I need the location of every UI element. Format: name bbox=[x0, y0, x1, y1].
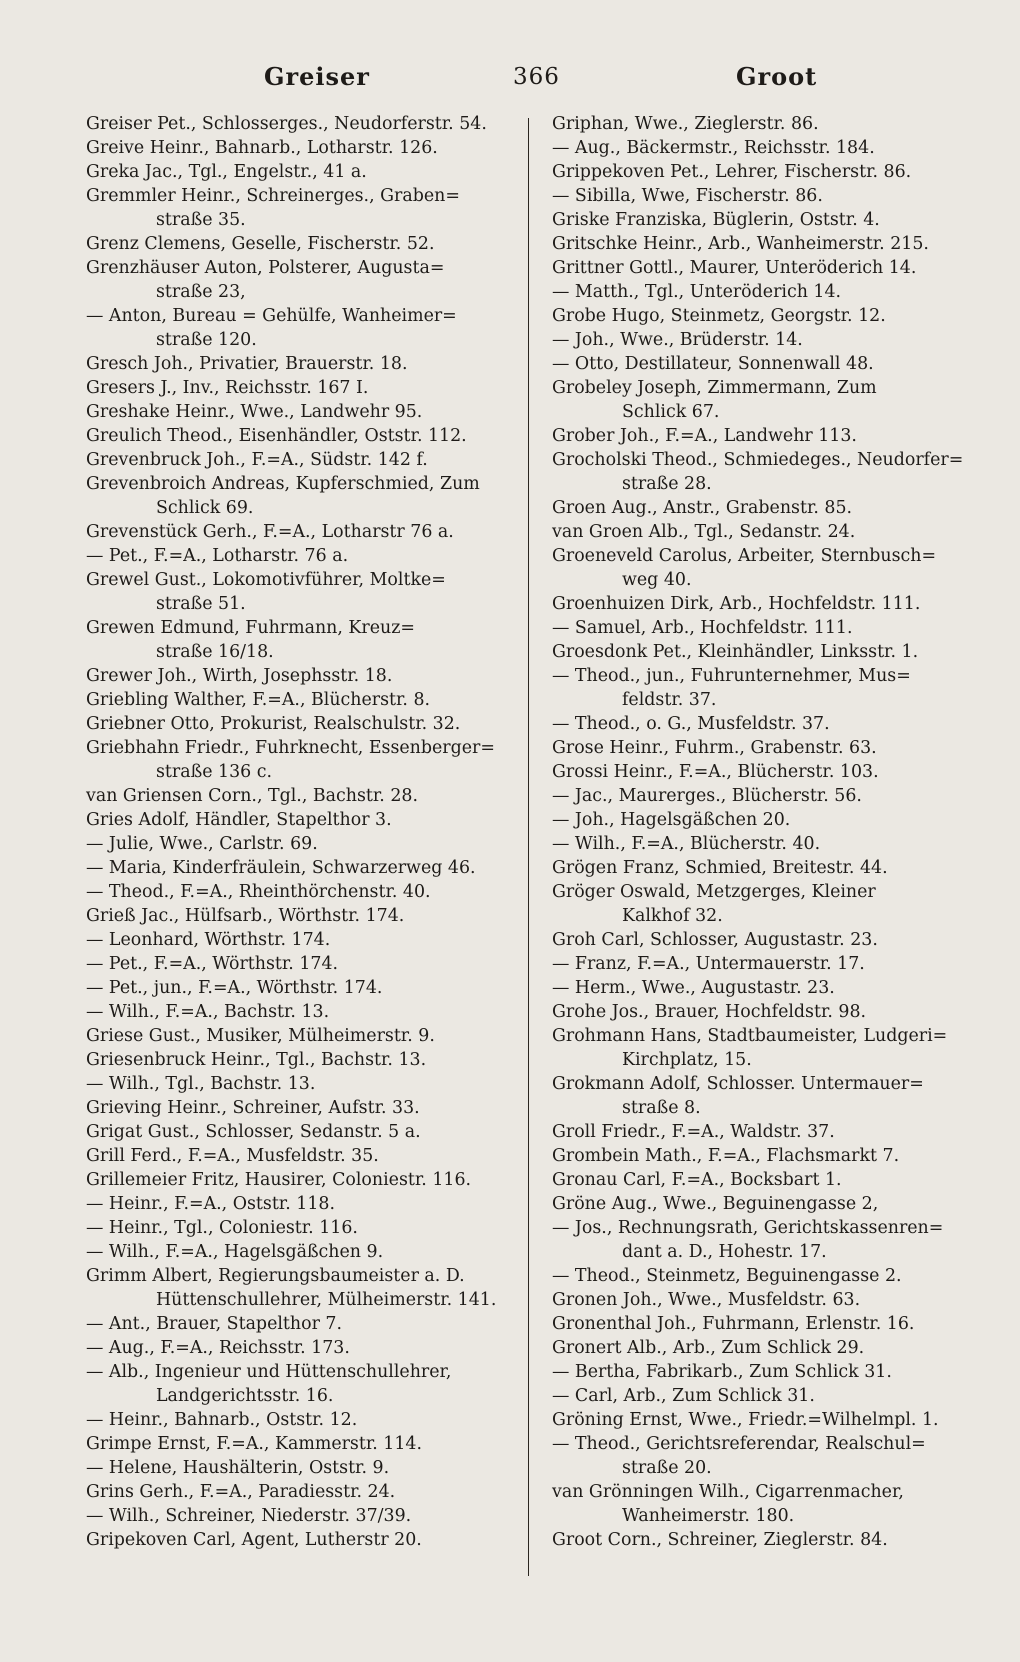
entry-continuation-line: Kalkhof 32. bbox=[622, 906, 723, 926]
entry-line: Griesenbruck Heinr., Tgl., Bachstr. 13. bbox=[86, 1050, 427, 1070]
directory-entry bbox=[552, 760, 982, 784]
directory-entry bbox=[86, 184, 516, 232]
directory-entry bbox=[552, 256, 982, 280]
directory-entry bbox=[86, 1336, 516, 1360]
entry-continuation-line: straße 20. bbox=[622, 1458, 712, 1478]
entry-line: — Julie, Wwe., Carlstr. 69. bbox=[86, 834, 318, 854]
directory-entry bbox=[86, 1120, 516, 1144]
entry-line: van Grönningen Wilh., Cigarrenmacher, bbox=[552, 1482, 904, 1502]
entry-line: — Wilh., F.=A., Blücherstr. 40. bbox=[552, 834, 821, 854]
entry-line: Grigat Gust., Schlosser, Sedanstr. 5 a. bbox=[86, 1122, 421, 1142]
entry-line: Greshake Heinr., Wwe., Landwehr 95. bbox=[86, 402, 423, 422]
entry-line: — Wilh., F.=A., Bachstr. 13. bbox=[86, 1002, 330, 1022]
entry-line: — Theod., o. G., Musfeldstr. 37. bbox=[552, 714, 830, 734]
entry-continuation-line: Landgerichtsstr. 16. bbox=[156, 1386, 334, 1406]
directory-entry bbox=[86, 448, 516, 472]
entry-continuation-line: dant a. D., Hohestr. 17. bbox=[622, 1242, 827, 1262]
directory-entry bbox=[552, 328, 982, 352]
directory-entry bbox=[552, 808, 982, 832]
entry-line: — Franz, F.=A., Untermauerstr. 17. bbox=[552, 954, 865, 974]
entry-line: — Wilh., Schreiner, Niederstr. 37/39. bbox=[86, 1506, 412, 1526]
directory-entry bbox=[552, 1312, 982, 1336]
directory-entry bbox=[86, 232, 516, 256]
directory-entry bbox=[86, 1072, 516, 1096]
directory-entry bbox=[552, 1288, 982, 1312]
directory-entry bbox=[86, 832, 516, 856]
directory-entry bbox=[552, 352, 982, 376]
directory-entry bbox=[86, 472, 516, 520]
entry-line: Gröger Oswald, Metzgerges, Kleiner bbox=[552, 882, 876, 902]
directory-entry bbox=[552, 928, 982, 952]
entry-continuation-line: Kirchplatz, 15. bbox=[622, 1050, 752, 1070]
entry-line: Grenzhäuser Auton, Polsterer, Augusta= bbox=[86, 258, 445, 278]
directory-entry bbox=[552, 1384, 982, 1408]
directory-entry bbox=[552, 856, 982, 880]
entry-line: — Alb., Ingenieur und Hüttenschullehrer, bbox=[86, 1362, 452, 1382]
directory-entry bbox=[86, 736, 516, 784]
entry-line: Groh Carl, Schlosser, Augustastr. 23. bbox=[552, 930, 878, 950]
entry-line: van Griensen Corn., Tgl., Bachstr. 28. bbox=[86, 786, 418, 806]
directory-entry bbox=[552, 1432, 982, 1480]
entry-line: Greiser Pet., Schlosserges., Neudorferstr. 54. bbox=[86, 114, 487, 134]
entry-line: Grobe Hugo, Steinmetz, Georgstr. 12. bbox=[552, 306, 886, 326]
entry-line: Grins Gerh., F.=A., Paradiesstr. 24. bbox=[86, 1482, 396, 1502]
directory-entry bbox=[86, 424, 516, 448]
entry-line: Grobeley Joseph, Zimmermann, Zum bbox=[552, 378, 877, 398]
directory-entry bbox=[86, 1480, 516, 1504]
left-column bbox=[86, 112, 516, 1552]
entry-line: — Bertha, Fabrikarb., Zum Schlick 31. bbox=[552, 1362, 892, 1382]
entry-line: Grossi Heinr., F.=A., Blücherstr. 103. bbox=[552, 762, 879, 782]
running-head-right: Groot bbox=[736, 62, 818, 91]
entry-line: — Theod., jun., Fuhrunternehmer, Mus= bbox=[552, 666, 911, 686]
entry-continuation-line: straße 28. bbox=[622, 474, 712, 494]
entry-line: — Pet., F.=A., Wörthstr. 174. bbox=[86, 954, 339, 974]
entry-line: Greka Jac., Tgl., Engelstr., 41 a. bbox=[86, 162, 367, 182]
directory-entry bbox=[86, 1432, 516, 1456]
directory-entry bbox=[552, 664, 982, 712]
entry-continuation-line: straße 23, bbox=[156, 282, 246, 302]
entry-line: Grober Joh., F.=A., Landwehr 113. bbox=[552, 426, 857, 446]
entry-line: — Wilh., F.=A., Hagelsgäßchen 9. bbox=[86, 1242, 384, 1262]
entry-line: Groll Friedr., F.=A., Waldstr. 37. bbox=[552, 1122, 835, 1142]
entry-line: Gremmler Heinr., Schreinerges., Graben= bbox=[86, 186, 460, 206]
directory-entry bbox=[86, 712, 516, 736]
entry-line: — Theod., F.=A., Rheinthörchenstr. 40. bbox=[86, 882, 431, 902]
entry-continuation-line: weg 40. bbox=[622, 570, 692, 590]
entry-line: Grewel Gust., Lokomotivführer, Moltke= bbox=[86, 570, 446, 590]
entry-line: Greive Heinr., Bahnarb., Lotharstr. 126. bbox=[86, 138, 438, 158]
directory-entry bbox=[86, 400, 516, 424]
entry-line: Griebling Walther, F.=A., Blücherstr. 8. bbox=[86, 690, 431, 710]
directory-entry bbox=[552, 184, 982, 208]
directory-entry bbox=[86, 1264, 516, 1312]
entry-line: Grokmann Adolf, Schlosser. Untermauer= bbox=[552, 1074, 924, 1094]
directory-entry bbox=[86, 1144, 516, 1168]
entry-line: Gröning Ernst, Wwe., Friedr.=Wilhelmpl. 1. bbox=[552, 1410, 939, 1430]
entry-line: Grevenbruck Joh., F.=A., Südstr. 142 f. bbox=[86, 450, 428, 470]
directory-entry bbox=[552, 880, 982, 928]
directory-entry bbox=[552, 496, 982, 520]
directory-entry bbox=[86, 136, 516, 160]
directory-entry bbox=[86, 520, 516, 544]
entry-line: — Aug., F.=A., Reichsstr. 173. bbox=[86, 1338, 350, 1358]
directory-entry bbox=[86, 1528, 516, 1552]
entry-line: Griebhahn Friedr., Fuhrknecht, Essenberger= bbox=[86, 738, 495, 758]
directory-entry bbox=[552, 1192, 982, 1216]
entry-line: Groesdonk Pet., Kleinhändler, Linksstr. 1. bbox=[552, 642, 919, 662]
directory-entry bbox=[86, 952, 516, 976]
directory-entry bbox=[552, 208, 982, 232]
directory-entry bbox=[86, 784, 516, 808]
entry-line: — Jac., Maurerges., Blücherstr. 56. bbox=[552, 786, 862, 806]
directory-entry bbox=[86, 688, 516, 712]
directory-entry bbox=[86, 880, 516, 904]
directory-entry bbox=[552, 544, 982, 592]
directory-entry bbox=[552, 616, 982, 640]
entry-line: Gröne Aug., Wwe., Beguinengasse 2, bbox=[552, 1194, 879, 1214]
entry-line: — Pet., jun., F.=A., Wörthstr. 174. bbox=[86, 978, 383, 998]
directory-entry bbox=[552, 1528, 982, 1552]
entry-line: — Sibilla, Wwe, Fischerstr. 86. bbox=[552, 186, 823, 206]
entry-line: Gronenthal Joh., Fuhrmann, Erlenstr. 16. bbox=[552, 1314, 915, 1334]
directory-entry bbox=[552, 1144, 982, 1168]
entry-line: Groeneveld Carolus, Arbeiter, Sternbusch= bbox=[552, 546, 937, 566]
directory-entry bbox=[86, 1312, 516, 1336]
directory-entry bbox=[86, 904, 516, 928]
directory-entry bbox=[552, 712, 982, 736]
entry-line: Gronen Joh., Wwe., Musfeldstr. 63. bbox=[552, 1290, 861, 1310]
entry-line: Grewen Edmund, Fuhrmann, Kreuz= bbox=[86, 618, 415, 638]
entry-continuation-line: straße 136 c. bbox=[156, 762, 273, 782]
directory-entry bbox=[86, 856, 516, 880]
entry-line: Groot Corn., Schreiner, Zieglerstr. 84. bbox=[552, 1530, 888, 1550]
directory-entry bbox=[86, 1456, 516, 1480]
entry-line: Gronau Carl, F.=A., Bocksbart 1. bbox=[552, 1170, 842, 1190]
directory-entry bbox=[86, 1096, 516, 1120]
entry-line: Grevenbroich Andreas, Kupferschmied, Zum bbox=[86, 474, 480, 494]
entry-continuation-line: Schlick 67. bbox=[622, 402, 720, 422]
directory-entry bbox=[552, 1168, 982, 1192]
entry-line: Grimm Albert, Regierungsbaumeister a. D. bbox=[86, 1266, 465, 1286]
entry-line: Grippekoven Pet., Lehrer, Fischerstr. 86. bbox=[552, 162, 912, 182]
directory-entry bbox=[86, 664, 516, 688]
entry-continuation-line: straße 51. bbox=[156, 594, 246, 614]
entry-line: Grohe Jos., Brauer, Hochfeldstr. 98. bbox=[552, 1002, 867, 1022]
directory-entry bbox=[552, 1120, 982, 1144]
directory-entry bbox=[552, 952, 982, 976]
directory-entry bbox=[552, 1000, 982, 1024]
entry-line: — Herm., Wwe., Augustastr. 23. bbox=[552, 978, 835, 998]
directory-entry bbox=[552, 136, 982, 160]
entry-line: Grieving Heinr., Schreiner, Aufstr. 33. bbox=[86, 1098, 420, 1118]
directory-entry bbox=[86, 1504, 516, 1528]
entry-line: Griebner Otto, Prokurist, Realschulstr. 32. bbox=[86, 714, 461, 734]
entry-continuation-line: straße 16/18. bbox=[156, 642, 274, 662]
directory-entry bbox=[552, 1072, 982, 1120]
directory-entry bbox=[552, 1216, 982, 1264]
entry-line: Grillemeier Fritz, Hausirer, Coloniestr. 116. bbox=[86, 1170, 472, 1190]
entry-line: Grombein Math., F.=A., Flachsmarkt 7. bbox=[552, 1146, 900, 1166]
entry-line: Grewer Joh., Wirth, Josephsstr. 18. bbox=[86, 666, 393, 686]
entry-line: Grill Ferd., F.=A., Musfeldstr. 35. bbox=[86, 1146, 379, 1166]
entry-line: Grittner Gottl., Maurer, Unteröderich 14. bbox=[552, 258, 917, 278]
entry-line: Greulich Theod., Eisenhändler, Oststr. 112. bbox=[86, 426, 467, 446]
directory-entry bbox=[86, 616, 516, 664]
directory-entry bbox=[86, 1048, 516, 1072]
directory-entry bbox=[86, 304, 516, 352]
entry-line: — Otto, Destillateur, Sonnenwall 48. bbox=[552, 354, 874, 374]
entry-line: Gripekoven Carl, Agent, Lutherstr 20. bbox=[86, 1530, 422, 1550]
entry-line: — Helene, Haushälterin, Oststr. 9. bbox=[86, 1458, 390, 1478]
entry-continuation-line: feldstr. 37. bbox=[622, 690, 717, 710]
right-column bbox=[552, 112, 982, 1552]
entry-line: — Ant., Brauer, Stapelthor 7. bbox=[86, 1314, 343, 1334]
column-divider bbox=[528, 118, 529, 1576]
directory-entry bbox=[86, 160, 516, 184]
entry-line: Griske Franziska, Büglerin, Oststr. 4. bbox=[552, 210, 880, 230]
directory-entry bbox=[86, 568, 516, 616]
entry-line: Grocholski Theod., Schmiedeges., Neudorfer= bbox=[552, 450, 964, 470]
entry-line: — Maria, Kinderfräulein, Schwarzerweg 46. bbox=[86, 858, 476, 878]
directory-entry bbox=[552, 832, 982, 856]
entry-line: — Joh., Wwe., Brüderstr. 14. bbox=[552, 330, 803, 350]
directory-entry bbox=[552, 640, 982, 664]
directory-entry bbox=[552, 280, 982, 304]
entry-line: Gresers J., Inv., Reichsstr. 167 I. bbox=[86, 378, 369, 398]
entry-continuation-line: Wanheimerstr. 180. bbox=[622, 1506, 795, 1526]
directory-entry bbox=[86, 808, 516, 832]
directory-entry bbox=[86, 1408, 516, 1432]
entry-line: Grevenstück Gerh., F.=A., Lotharstr 76 a. bbox=[86, 522, 454, 542]
directory-entry bbox=[552, 736, 982, 760]
directory-entry bbox=[552, 232, 982, 256]
entry-line: — Theod., Steinmetz, Beguinengasse 2. bbox=[552, 1266, 902, 1286]
entry-line: — Theod., Gerichtsreferendar, Realschul= bbox=[552, 1434, 926, 1454]
entry-continuation-line: straße 35. bbox=[156, 210, 246, 230]
directory-entry bbox=[86, 544, 516, 568]
entry-line: — Heinr., Bahnarb., Oststr. 12. bbox=[86, 1410, 358, 1430]
directory-entry bbox=[86, 352, 516, 376]
entry-line: — Joh., Hagelsgäßchen 20. bbox=[552, 810, 791, 830]
entry-line: — Matth., Tgl., Unteröderich 14. bbox=[552, 282, 842, 302]
entry-line: — Aug., Bäckermstr., Reichsstr. 184. bbox=[552, 138, 875, 158]
entry-line: — Leonhard, Wörthstr. 174. bbox=[86, 930, 331, 950]
entry-line: Grögen Franz, Schmied, Breitestr. 44. bbox=[552, 858, 888, 878]
entry-line: — Anton, Bureau = Gehülfe, Wanheimer= bbox=[86, 306, 457, 326]
directory-entry bbox=[86, 1192, 516, 1216]
directory-entry bbox=[552, 304, 982, 328]
entry-line: Griphan, Wwe., Zieglerstr. 86. bbox=[552, 114, 819, 134]
entry-continuation-line: straße 8. bbox=[622, 1098, 701, 1118]
entry-continuation-line: Schlick 69. bbox=[156, 498, 254, 518]
directory-entry bbox=[552, 376, 982, 424]
directory-entry bbox=[86, 1216, 516, 1240]
directory-entry bbox=[552, 1264, 982, 1288]
entry-line: — Heinr., F.=A., Oststr. 118. bbox=[86, 1194, 335, 1214]
directory-entry bbox=[552, 976, 982, 1000]
directory-entry bbox=[552, 1408, 982, 1432]
directory-entry bbox=[552, 520, 982, 544]
entry-line: Groen Aug., Anstr., Grabenstr. 85. bbox=[552, 498, 853, 518]
entry-line: Grohmann Hans, Stadtbaumeister, Ludgeri= bbox=[552, 1026, 948, 1046]
directory-entry bbox=[552, 1336, 982, 1360]
page-number: 366 bbox=[513, 64, 560, 90]
directory-entry bbox=[86, 256, 516, 304]
entry-line: Grimpe Ernst, F.=A., Kammerstr. 114. bbox=[86, 1434, 423, 1454]
directory-entry bbox=[86, 1240, 516, 1264]
directory-entry bbox=[86, 1000, 516, 1024]
entry-line: Gries Adolf, Händler, Stapelthor 3. bbox=[86, 810, 392, 830]
entry-continuation-line: Hüttenschullehrer, Mülheimerstr. 141. bbox=[156, 1290, 497, 1310]
entry-line: — Carl, Arb., Zum Schlick 31. bbox=[552, 1386, 815, 1406]
entry-line: Grenz Clemens, Geselle, Fischerstr. 52. bbox=[86, 234, 435, 254]
entry-line: Griese Gust., Musiker, Mülheimerstr. 9. bbox=[86, 1026, 435, 1046]
entry-line: Grose Heinr., Fuhrm., Grabenstr. 63. bbox=[552, 738, 877, 758]
directory-entry bbox=[86, 112, 516, 136]
entry-line: — Samuel, Arb., Hochfeldstr. 111. bbox=[552, 618, 853, 638]
running-head-left: Greiser bbox=[264, 62, 370, 91]
directory-entry bbox=[552, 592, 982, 616]
directory-entry bbox=[86, 928, 516, 952]
entry-line: van Groen Alb., Tgl., Sedanstr. 24. bbox=[552, 522, 856, 542]
entry-line: — Jos., Rechnungsrath, Gerichtskassenren= bbox=[552, 1218, 944, 1238]
entry-line: — Wilh., Tgl., Bachstr. 13. bbox=[86, 1074, 316, 1094]
directory-entry bbox=[86, 1168, 516, 1192]
directory-entry bbox=[86, 1024, 516, 1048]
directory-entry bbox=[552, 784, 982, 808]
directory-entry bbox=[86, 976, 516, 1000]
directory-entry bbox=[552, 160, 982, 184]
entry-line: Groenhuizen Dirk, Arb., Hochfeldstr. 111. bbox=[552, 594, 921, 614]
entry-line: Grieß Jac., Hülfsarb., Wörthstr. 174. bbox=[86, 906, 405, 926]
directory-entry bbox=[552, 424, 982, 448]
entry-line: Gresch Joh., Privatier, Brauerstr. 18. bbox=[86, 354, 408, 374]
directory-entry bbox=[552, 112, 982, 136]
entry-line: Gritschke Heinr., Arb., Wanheimerstr. 215. bbox=[552, 234, 929, 254]
entry-continuation-line: straße 120. bbox=[156, 330, 257, 350]
directory-entry bbox=[552, 1480, 982, 1528]
directory-entry bbox=[552, 1024, 982, 1072]
directory-entry bbox=[552, 1360, 982, 1384]
directory-entry bbox=[86, 376, 516, 400]
directory-entry bbox=[552, 448, 982, 496]
entry-line: Gronert Alb., Arb., Zum Schlick 29. bbox=[552, 1338, 865, 1358]
directory-entry bbox=[86, 1360, 516, 1408]
entry-line: — Heinr., Tgl., Coloniestr. 116. bbox=[86, 1218, 358, 1238]
entry-line: — Pet., F.=A., Lotharstr. 76 a. bbox=[86, 546, 349, 566]
